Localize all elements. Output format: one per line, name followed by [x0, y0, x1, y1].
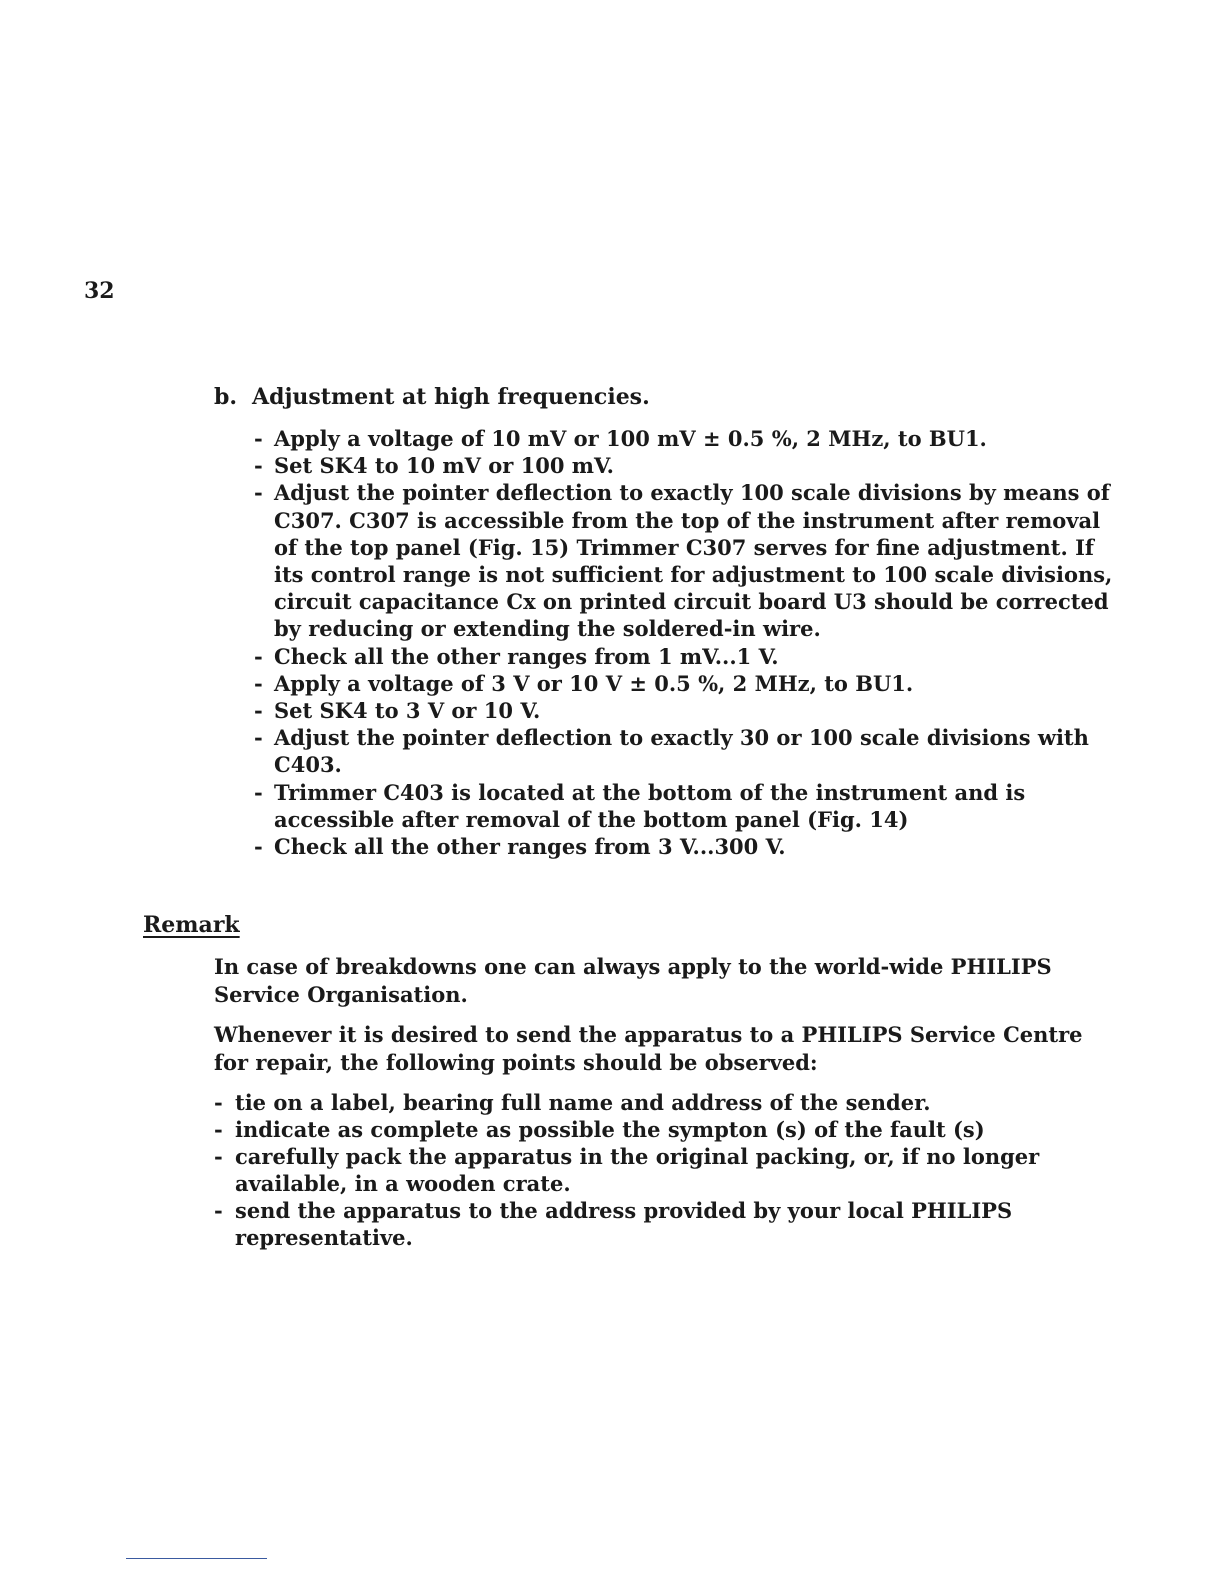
list-item: - indicate as complete as possible the sympton (s) of the fault (s)	[214, 1116, 1114, 1143]
section-heading	[214, 384, 650, 410]
remark-paragraph-service-organisation: In case of breakdowns one can always apply to the world-wide PHILIPS Service Organisation.	[214, 954, 1052, 1007]
footer-rule	[126, 1558, 267, 1559]
repair-points-list	[214, 1089, 1114, 1251]
list-item: - Trimmer C403 is located at the bottom of the instrument and is accessible after removal of the bottom panel (Fig. 14)	[254, 779, 1114, 833]
list-item: - Apply a voltage of 10 mV or 100 mV ± 0.5 %, 2 MHz, to BU1.	[254, 425, 1114, 452]
list-item: - send the apparatus to the address provided by your local PHILIPS representative.	[214, 1197, 1114, 1251]
section-title: Adjustment at high frequencies.	[252, 384, 650, 410]
section-letter: b.	[214, 384, 238, 410]
list-item: - carefully pack the apparatus in the original packing, or, if no longer available, in a wooden crate.	[214, 1143, 1114, 1197]
list-item: - Set SK4 to 10 mV or 100 mV.	[254, 452, 1114, 479]
list-item: - Adjust the pointer deflection to exactly 100 scale divisions by means of C307. C307 is accessible from the top of the instrument after removal of the top panel (Fig. 15) Trimmer C307 serves for fine adjustment. If its control range is not sufficient for adjustment to 100 scale divisions, circuit capacitance Cx on printed circuit board U3 should be corrected by reducing or extending the soldered-in wire.	[254, 479, 1114, 642]
list-item: - Check all the other ranges from 3 V...300 V.	[254, 833, 1114, 860]
list-item: - Apply a voltage of 3 V or 10 V ± 0.5 %, 2 MHz, to BU1.	[254, 670, 1114, 697]
list-item: - Adjust the pointer deflection to exactly 30 or 100 scale divisions with C403.	[254, 724, 1114, 778]
remark-heading: Remark	[143, 912, 240, 938]
remark-paragraph-repair: Whenever it is desired to send the apparatus to a PHILIPS Service Centre for repair, the following points should be observed:	[214, 1022, 1083, 1075]
list-item: - Set SK4 to 3 V or 10 V.	[254, 697, 1114, 724]
page-number: 32	[84, 278, 115, 304]
list-item: - tie on a label, bearing full name and address of the sender.	[214, 1089, 1114, 1116]
list-item: - Check all the other ranges from 1 mV...1 V.	[254, 643, 1114, 670]
adjustment-steps-list	[254, 425, 1114, 860]
